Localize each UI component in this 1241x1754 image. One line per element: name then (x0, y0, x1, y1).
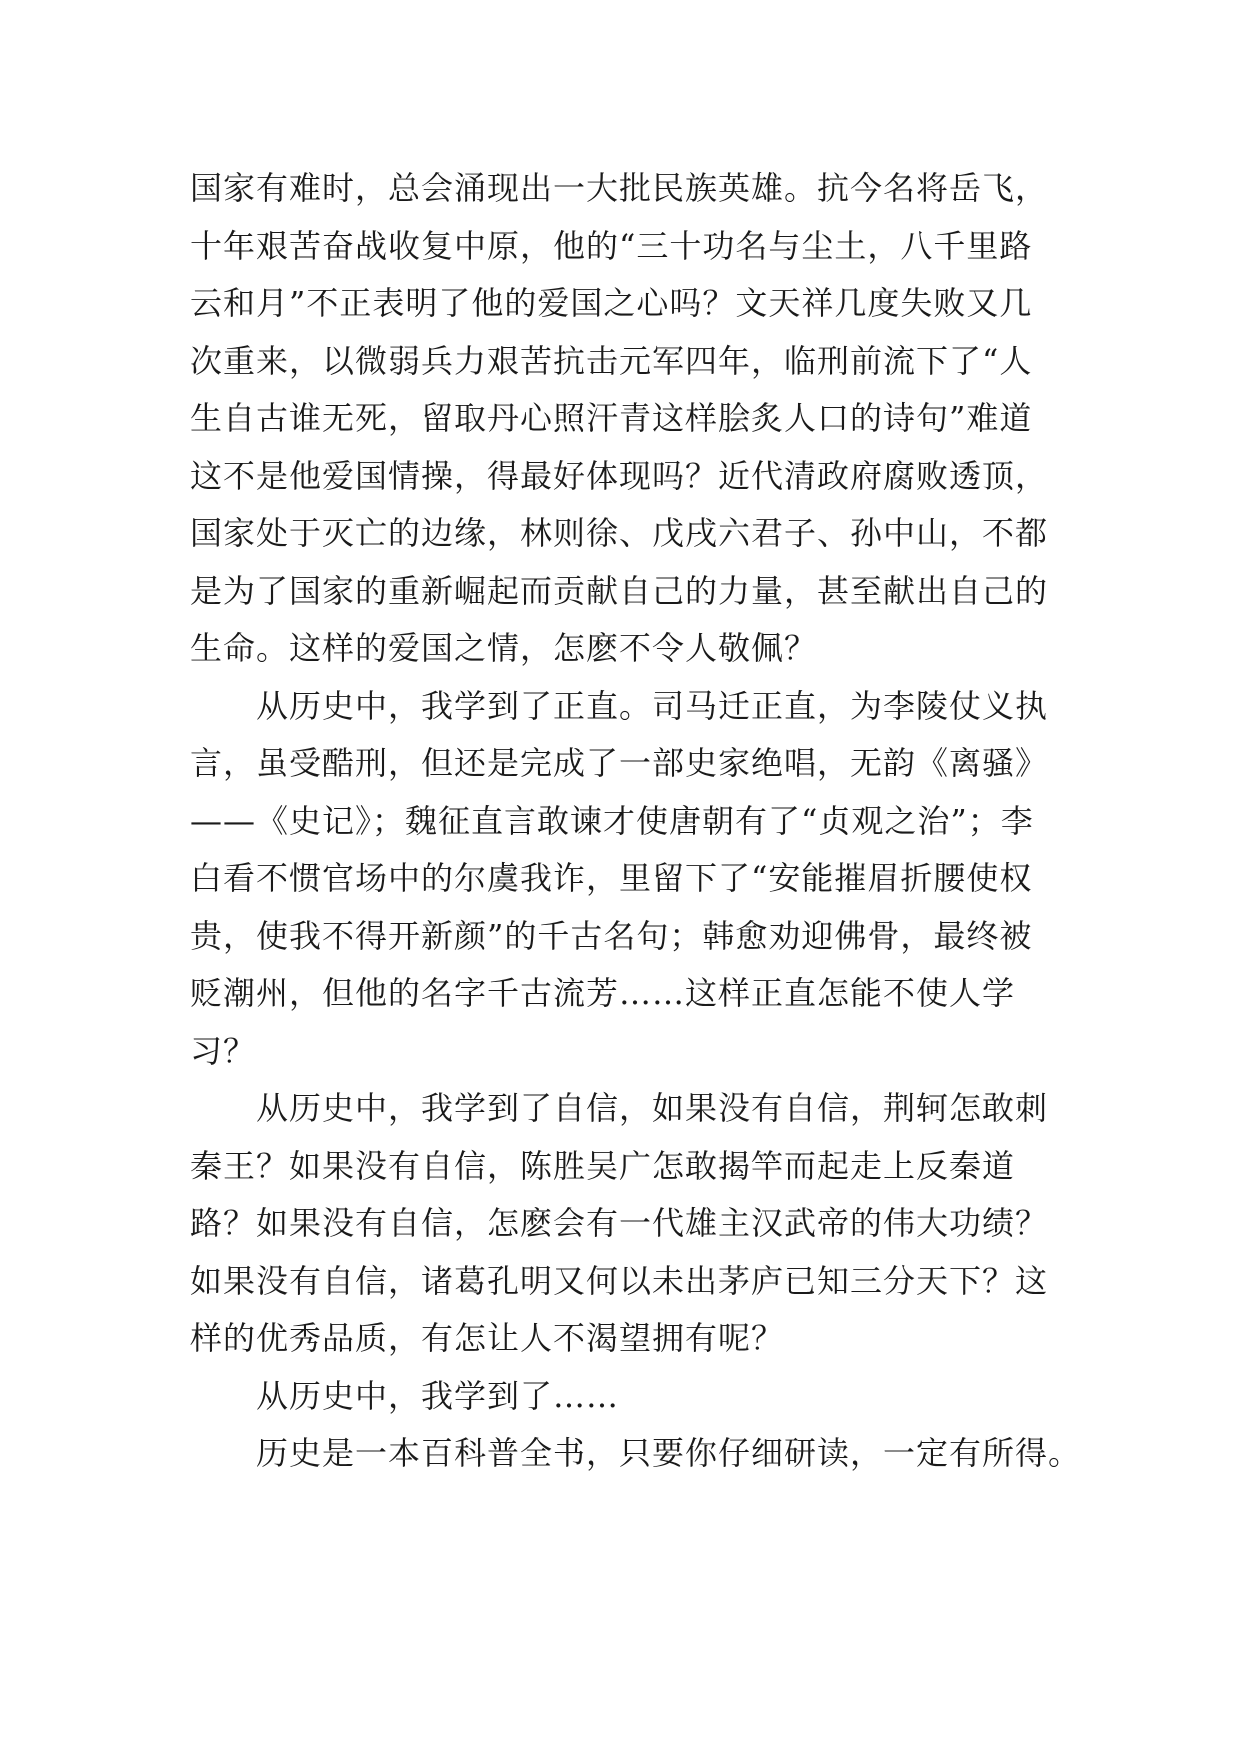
text-line: 样的优秀品质，有怎让人不渴望拥有呢？ (190, 1319, 785, 1357)
text-line: 如果没有自信，诸葛孔明又何以未出茅庐已知三分天下？这 (190, 1261, 1049, 1300)
text-line: 秦王？如果没有自信，陈胜吴广怎敢揭竿而起走上反秦道 (190, 1146, 1016, 1185)
text-line: ——《史记》；魏征直言敢谏才使唐朝有了“贞观之治”；李 (190, 801, 1034, 840)
text-line: 这不是他爱国情操，得最好体现吗？近代清政府腐败透顶， (190, 456, 1049, 495)
text-line: 生自古谁无死，留取丹心照汗青这样脍炙人口的诗句”难道 (190, 399, 1033, 437)
text-line: 白看不惯官场中的尔虞我诈，里留下了“安能摧眉折腰使权 (190, 859, 1033, 897)
text-line: 从历史中，我学到了…… (190, 1376, 620, 1415)
text-line: 国家有难时，总会涌现出一大批民族英雄。抗今名将岳飞， (190, 169, 1049, 207)
text-line: 云和月”不正表明了他的爱国之心吗？文天祥几度失败又几 (190, 284, 1033, 322)
text-line: 贬潮州，但他的名字千古流芳……这样正直怎能不使人学 (190, 974, 1016, 1012)
text-line: 从历史中，我学到了自信，如果没有自信，荆轲怎敢刺 (190, 1089, 1049, 1127)
text-line: 是为了国家的重新崛起而贡献自己的力量，甚至献出自己的 (190, 571, 1049, 610)
text-line: 生命。这样的爱国之情，怎麽不令人敬佩？ (190, 629, 818, 667)
text-line: 言，虽受酷刑，但还是完成了一部史家绝唱，无韵《离骚》 (190, 744, 1049, 782)
text-line: 贵，使我不得开新颜”的千古名句；韩愈劝迎佛骨，最终被 (190, 916, 1033, 955)
text-line: 习？ (190, 1031, 257, 1070)
text-line: 国家处于灭亡的边缘，林则徐、戊戌六君子、孙中山，不都 (190, 514, 1049, 552)
text-line: 历史是一本百科普全书，只要你仔细研读，一定有所得。 (190, 1434, 1082, 1472)
text-line: 从历史中，我学到了正直。司马迁正直，为李陵仗义执 (190, 686, 1049, 725)
text-line: 十年艰苦奋战收复中原，他的“三十功名与尘土，八千里路 (190, 226, 1033, 265)
essay-body (190, 160, 1082, 1483)
text-line: 次重来，以微弱兵力艰苦抗击元军四年，临刑前流下了“人 (190, 341, 1033, 380)
text-line: 路？如果没有自信，怎麽会有一代雄主汉武帝的伟大功绩？ (190, 1204, 1049, 1242)
